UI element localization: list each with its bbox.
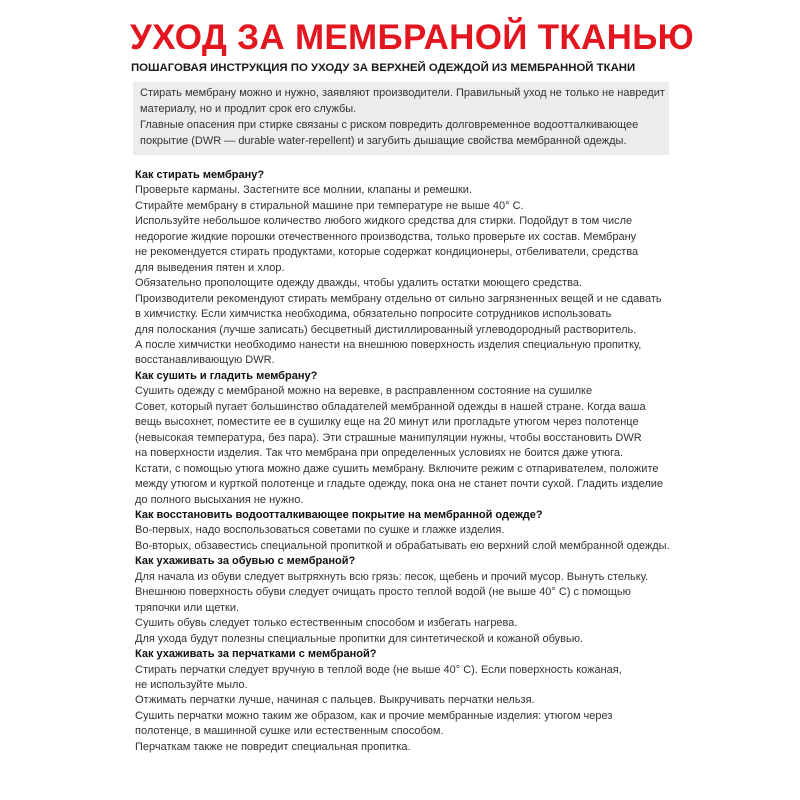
- section-line: не рекомендуется стирать продуктами, которые содержат кондиционеры, отбеливатели, средства: [135, 246, 639, 259]
- section-line: Сушить обувь следует только естественным способом и избегать нагрева.: [135, 617, 518, 630]
- section-line: (невысокая температура, без пара). Эти страшные манипуляции нужны, чтобы восстановить DWR: [135, 431, 642, 444]
- section-line: полотенце, в машинной сушке или естественным способом.: [135, 725, 444, 738]
- section-heading: Как стирать мембрану?: [135, 169, 265, 181]
- section-line: между утюгом и курткой полотенце и гладьте одежду, пока она не станет почти сухой. Гладить изделие: [135, 478, 664, 491]
- page-subtitle: ПОШАГОВАЯ ИНСТРУКЦИЯ ПО УХОДУ ЗА ВЕРХНЕЙ ОДЕЖДОЙ ИЗ МЕМБРАННОЙ ТКАНИ: [131, 62, 636, 74]
- section-line: Сушить перчатки можно таким же образом, как и прочие мембранные изделия: утюгом через: [135, 709, 613, 722]
- section-line: Во-первых, надо воспользоваться советами по сушке и глажке изделия.: [135, 524, 505, 537]
- section-line: восстанавливающую DWR.: [135, 354, 275, 367]
- section-line: А после химчистки необходимо нанести на внешнюю поверхность изделия специальную пропитку,: [135, 338, 642, 351]
- section-heading: Как ухаживать за перчатками с мембраной?: [135, 648, 377, 661]
- section-line: Сушить одежду с мембраной можно на веревке, в расправленном состояние на сушилке: [135, 385, 593, 398]
- section-line: не используйте мыло.: [135, 678, 248, 691]
- section: [135, 168, 675, 369]
- page-title: УХОД ЗА МЕМБРАНОЙ ТКАНЬЮ: [130, 18, 695, 57]
- section-line: Используйте небольшое количество любого жидкого средства для стирки. Подойдут в том числе: [135, 215, 633, 228]
- section-heading: Как сушить и гладить мембрану?: [135, 369, 318, 382]
- section-line: до полного высыхания не нужно.: [135, 493, 304, 506]
- intro-line: Главные опасения при стирке связаны с риском повредить долговременное водоотталкивающее: [140, 119, 639, 131]
- section-line: тряпочки или щетки.: [135, 601, 240, 614]
- section-line: Стирайте мембрану в стиральной машине при температуре не выше 40° С.: [135, 199, 524, 212]
- section-line: для выведения пятен и хлор.: [135, 261, 285, 274]
- intro-box: [133, 82, 669, 155]
- section: [135, 508, 675, 554]
- section-line: для полоскания (лучше записать) бесцветный дистиллированный углеводородный растворитель.: [135, 323, 637, 336]
- section-line: Обязательно прополощите одежду дважды, чтобы удалить остатки моющего средства.: [135, 277, 583, 290]
- intro-line: материалу, но и продлит срок его службы.: [140, 103, 357, 115]
- section-line: Во-вторых, обзавестись специальной пропиткой и обрабатывать ею верхний слой мембранной одежды.: [135, 539, 670, 552]
- section-line: вещь высохнет, поместите ее в сушилку еще на 20 минут или прогладьте утюгом через полотенце: [135, 416, 639, 429]
- intro-line: покрытие (DWR — durable water-repellent) и загубить дышащие свойства мембранной одежды.: [140, 135, 627, 147]
- section-line: на поверхности изделия. Так что мембрана при определенных условиях не боится даже утюга.: [135, 447, 624, 460]
- section-line: Отжимать перчатки лучше, начиная с пальцев. Выкручивать перчатки нельзя.: [135, 694, 535, 707]
- section-heading: Как восстановить водоотталкивающее покрытие на мембранной одежде?: [135, 508, 543, 521]
- section-line: Кстати, с помощью утюга можно даже сушить мембрану. Включите режим с отпаривателем, положите: [135, 462, 659, 475]
- section-heading: Как ухаживать за обувью с мембраной?: [135, 555, 356, 568]
- section: [135, 647, 675, 755]
- section-line: в химчистку. Если химчистка необходима, обязательно попросите сотрудников использовать: [135, 308, 612, 321]
- section-line: Для начала из обуви следует вытряхнуть всю грязь: песок, щебень и прочий мусор. Вынуть стельку.: [135, 570, 649, 583]
- section-line: Перчаткам также не повредит специальная пропитка.: [135, 740, 411, 753]
- section: [135, 369, 675, 508]
- article-body: [135, 168, 675, 755]
- intro-line: Стирать мембрану можно и нужно, заявляют производители. Правильный уход не только не навредит: [140, 87, 665, 99]
- section-line: Совет, который пугает большинство обладателей мембранной одежды в нашей стране. Когда ваша: [135, 400, 646, 413]
- section-line: Стирать перчатки следует вручную в теплой воде (не выше 40° С). Если поверхность кожаная,: [135, 663, 622, 676]
- section: [135, 554, 675, 647]
- section-line: недорогие жидкие порошки отечественного производства, только проверьте их состав. Мембрану: [135, 230, 637, 243]
- section-line: Для ухода будут полезны специальные пропитки для синтетической и кожаной обувью.: [135, 632, 584, 645]
- section-line: Внешнюю поверхность обуви следует очищать просто теплой водой (не выше 40° С) с помощью: [135, 586, 631, 599]
- section-line: Проверьте карманы. Застегните все молнии, клапаны и ремешки.: [135, 184, 472, 197]
- section-line: Производители рекомендуют стирать мембрану отдельно от сильно загрязненных вещей и не сдавать: [135, 292, 662, 305]
